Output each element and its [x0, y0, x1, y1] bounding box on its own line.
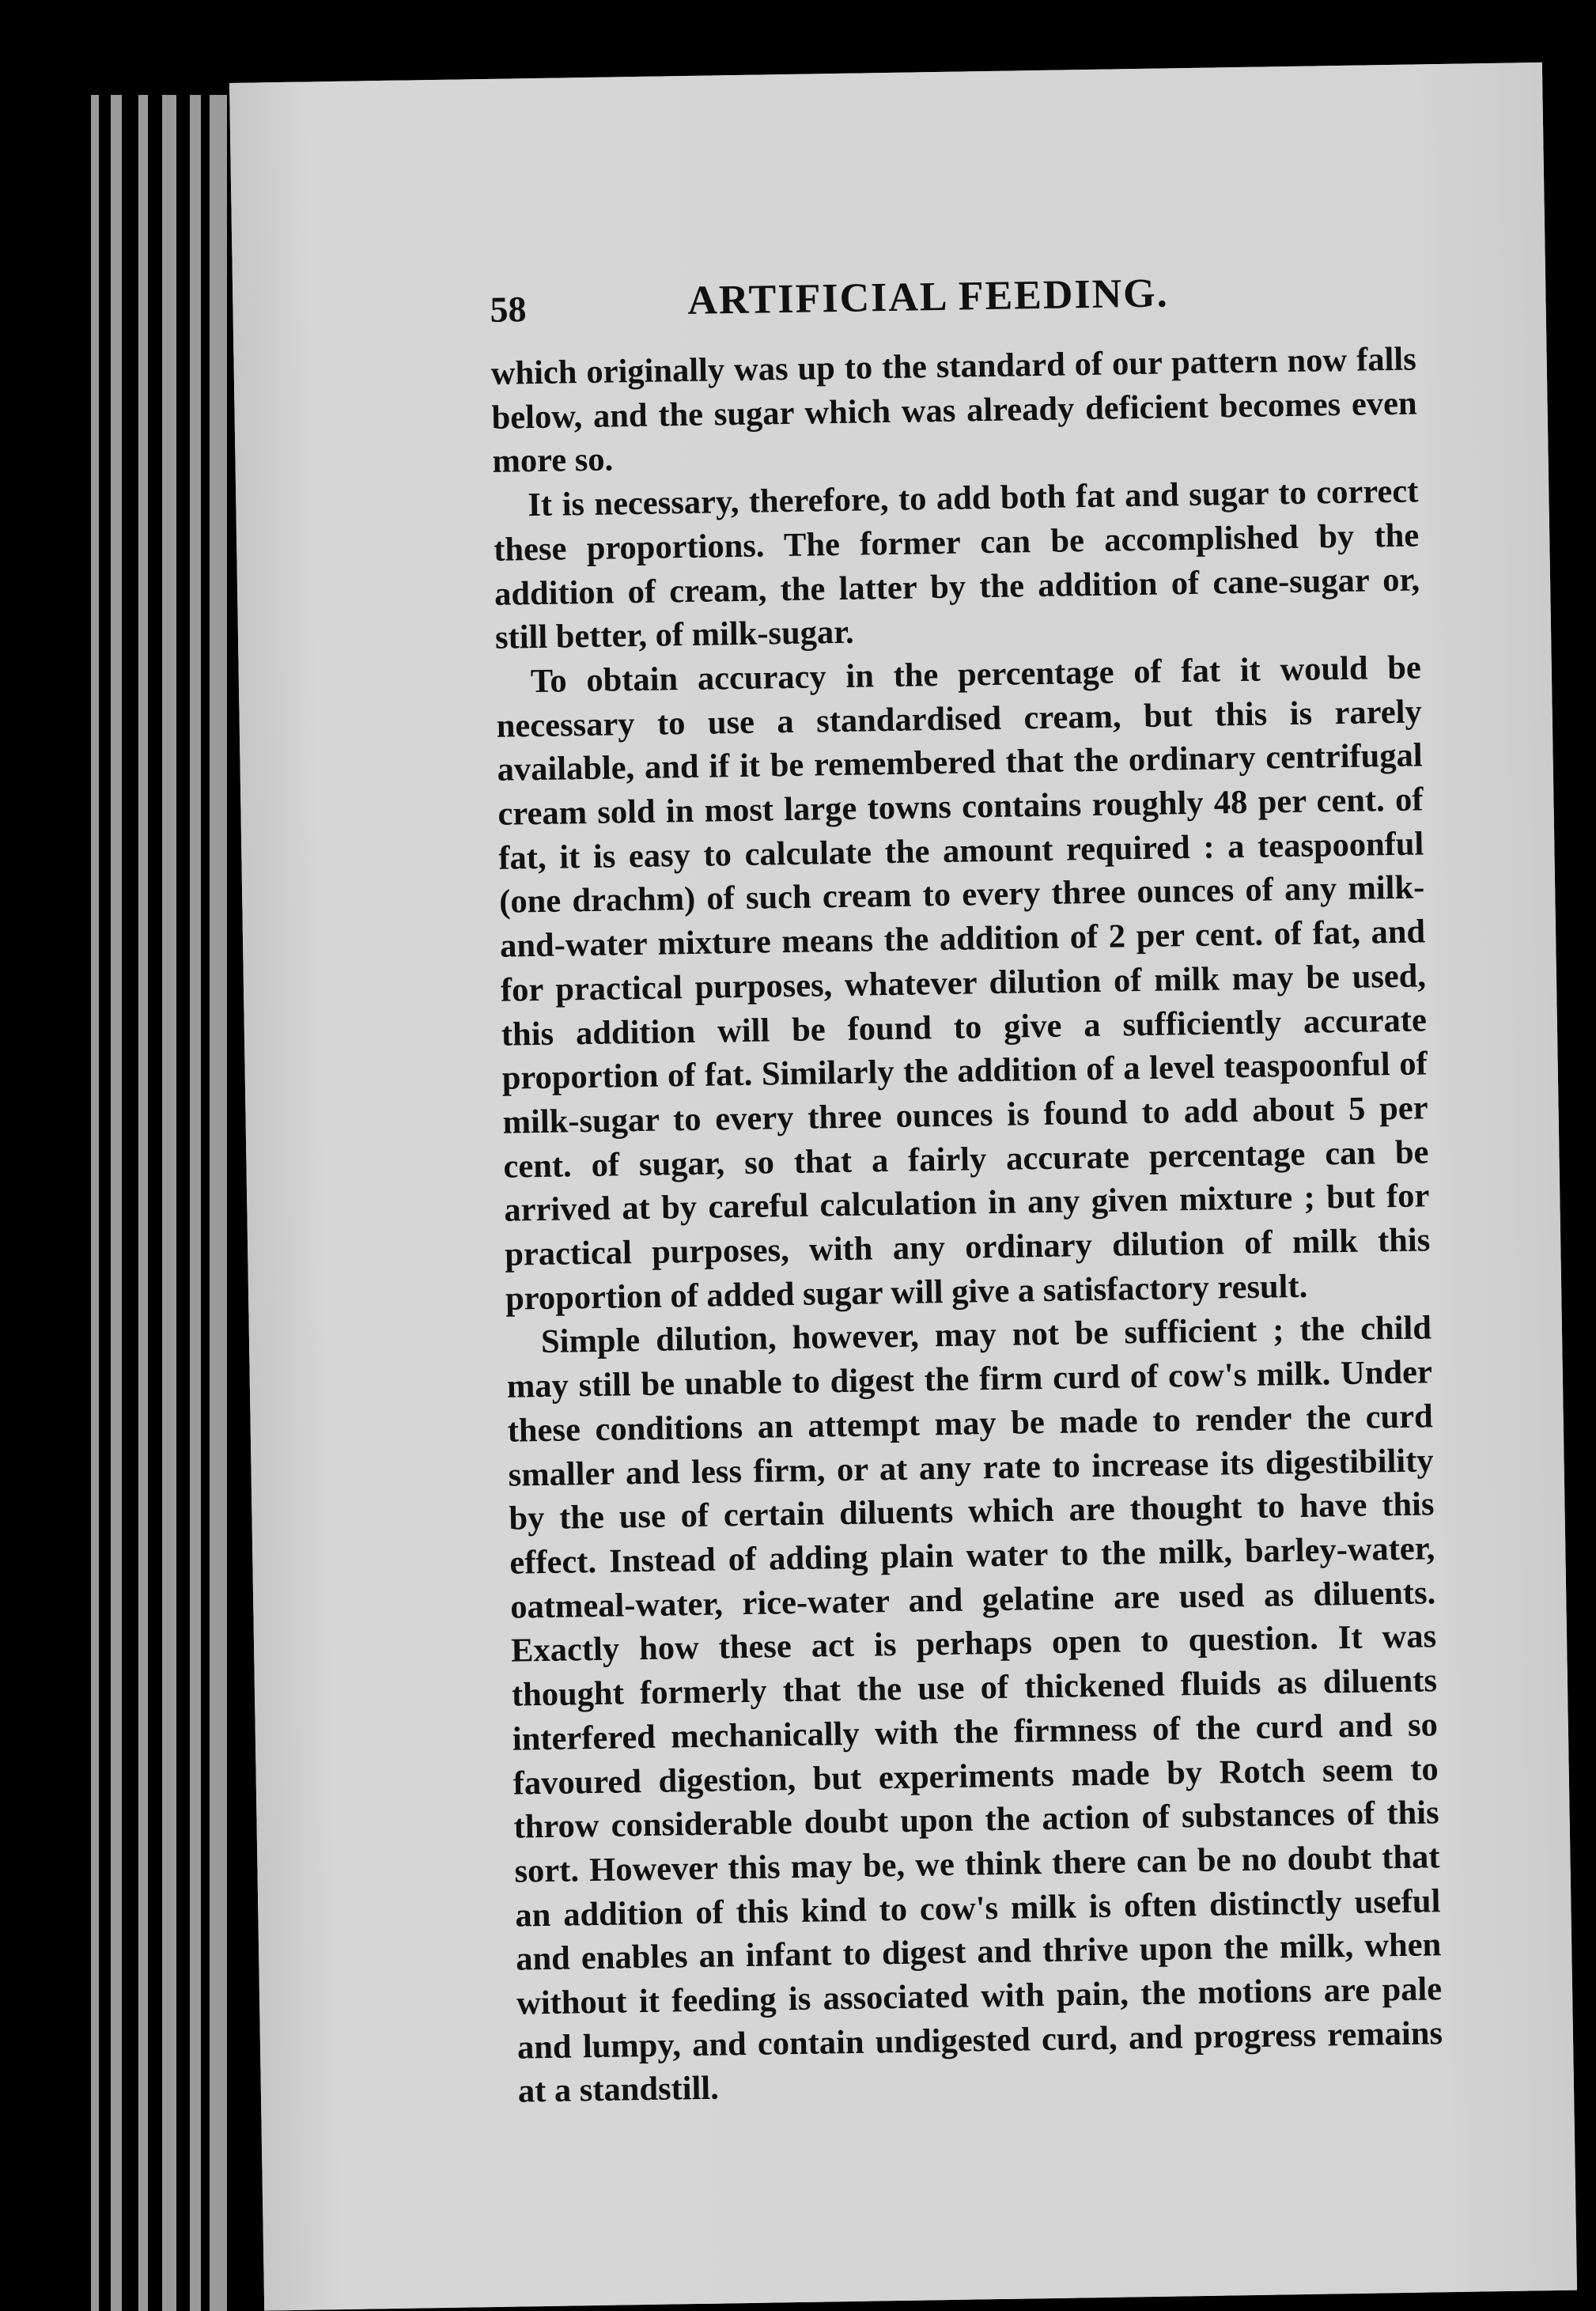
body-text [490, 337, 1443, 2113]
page-header [490, 267, 1408, 344]
book-edge-stripe [91, 95, 99, 2311]
paragraph: Simple dilution, however, may not be sufficient ; the child may still be unable to digest the firm curd of cow's milk. Under these conditions an attempt may be made to render the curd smaller and less firm, or at any rate to increase its digestibility by the use of certain diluents which are thought to have this effect. Instead of adding plain water to the milk, barley-water, oatmeal-water, rice-water and gelatine are used as diluents. Exactly how these act is perhaps open to question. It was thought formerly that the use of thickened fluids as diluents interfered mechanically with the firmness of the curd and so favoured digestion, but experiments made by Rotch seem to throw considerable doubt upon the action of substances of this sort. However this may be, we think there can be no doubt that an addition of this kind to cow's milk is often distinctly useful and enables an infant to digest and thrive upon the milk, when without it feeding is associated with pain, the motions are pale and lumpy, and contain undigested curd, and progress remains at a standstill. [506, 1309, 1443, 2111]
paragraph: which originally was up to the standard of our pattern now falls below, and the sugar which was already deficient becomes even more so. [490, 340, 1417, 481]
running-head: ARTIFICIAL FEEDING. [686, 270, 1170, 323]
book-edge-stripe [162, 95, 176, 2311]
paragraph: To obtain accuracy in the percentage of fat it would be necessary to use a standardised cream, but this is rarely available, and if it be remembered that the ordinary centrifugal cream sold in most large towns contains roughly 48 per cent. of fat, it is easy to calculate the amount required : a teaspoonful (one drachm) of such cream to every three ounces of any milk-and-water mixture means the addition of 2 per cent. of fat, and for practical purposes, whatever dilution of milk may be used, this addition will be found to give a sufficiently accurate proportion of fat. Similarly the addition of a level teaspoonful of milk-sugar to every three ounces is found to add about 5 per cent. of sugar, so that a fairly accurate percentage can be arrived at by careful calculation in any given mixture ; but for practical purposes, with any ordinary dilution of milk this proportion of added sugar will give a satisfactory result. [496, 649, 1431, 1318]
paragraph: It is necessary, therefore, to add both fat and sugar to correct these proportions. The former can be accomplished by the addition of cream, the latter by the addition of cane-sugar or, still better, of milk-sugar. [493, 472, 1420, 657]
book-page [229, 62, 1577, 2311]
book-edge-stripe [190, 95, 201, 2311]
book-edge-stripe [111, 95, 122, 2311]
book-edge-stripe [138, 95, 148, 2311]
page-number: 58 [490, 289, 527, 330]
book-edge-stripe [210, 95, 227, 2311]
